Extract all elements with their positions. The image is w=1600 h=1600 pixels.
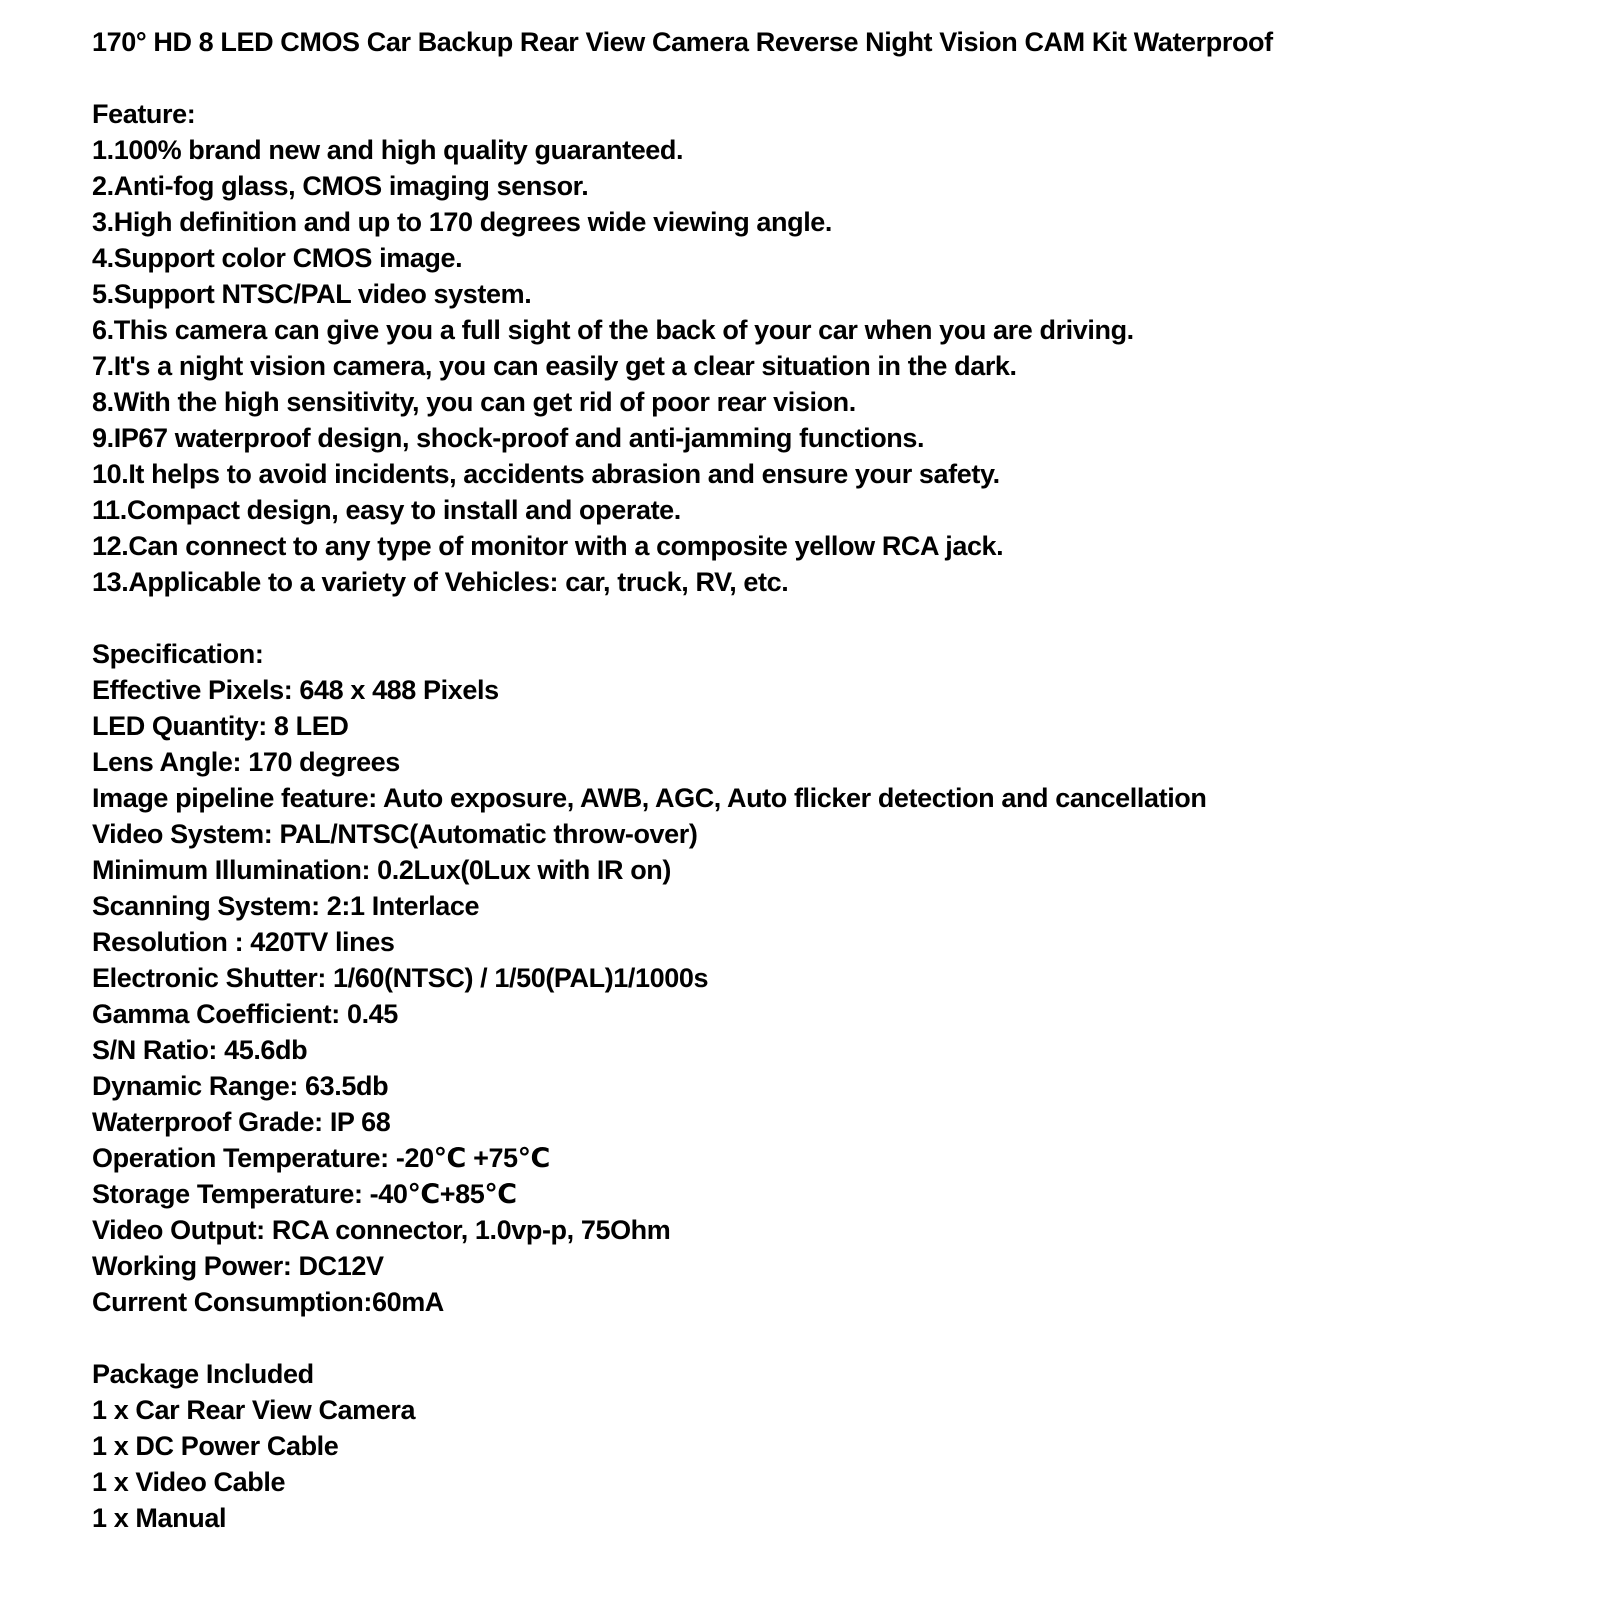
feature-item: 13.Applicable to a variety of Vehicles: car, truck, RV, etc. [92, 567, 789, 597]
spec-line: Storage Temperature: -40℃+85℃ [92, 1179, 517, 1209]
feature-item: 5.Support NTSC/PAL video system. [92, 279, 532, 309]
feature-item: 11.Compact design, easy to install and operate. [92, 495, 681, 525]
feature-item: 2.Anti-fog glass, CMOS imaging sensor. [92, 171, 589, 201]
feature-item: 8.With the high sensitivity, you can get rid of poor rear vision. [92, 387, 856, 417]
feature-item: 10.It helps to avoid incidents, accidents abrasion and ensure your safety. [92, 459, 1000, 489]
spec-line: Waterproof Grade: IP 68 [92, 1107, 391, 1137]
spec-line: Current Consumption:60mA [92, 1287, 444, 1317]
feature-section [92, 96, 1560, 600]
spec-line: S/N Ratio: 45.6db [92, 1035, 308, 1065]
feature-item: 12.Can connect to any type of monitor with a composite yellow RCA jack. [92, 531, 1004, 561]
spec-line: Video Output: RCA connector, 1.0vp-p, 75Ohm [92, 1215, 671, 1245]
spec-line: Effective Pixels: 648 x 488 Pixels [92, 675, 499, 705]
spec-line: Minimum Illumination: 0.2Lux(0Lux with IR on) [92, 855, 671, 885]
feature-item: 7.It's a night vision camera, you can easily get a clear situation in the dark. [92, 351, 1017, 381]
spec-line: Video System: PAL/NTSC(Automatic throw-over) [92, 819, 698, 849]
spec-line: Working Power: DC12V [92, 1251, 384, 1281]
spec-line: Lens Angle: 170 degrees [92, 747, 400, 777]
spec-line: Resolution : 420TV lines [92, 927, 395, 957]
feature-item: 3.High definition and up to 170 degrees wide viewing angle. [92, 207, 833, 237]
feature-item: 9.IP67 waterproof design, shock-proof and anti-jamming functions. [92, 423, 925, 453]
spec-line: Operation Temperature: -20℃ +75℃ [92, 1143, 550, 1173]
specification-section [92, 636, 1560, 1320]
package-item: 1 x DC Power Cable [92, 1431, 339, 1461]
spec-line: Dynamic Range: 63.5db [92, 1071, 389, 1101]
feature-item: 1.100% brand new and high quality guaranteed. [92, 135, 684, 165]
package-section [92, 1356, 1560, 1536]
spec-line: Electronic Shutter: 1/60(NTSC) / 1/50(PAL)1/1000s [92, 963, 709, 993]
package-item: 1 x Manual [92, 1503, 227, 1533]
package-item: 1 x Car Rear View Camera [92, 1395, 416, 1425]
spec-line: Gamma Coefficient: 0.45 [92, 999, 398, 1029]
specification-heading: Specification: [92, 639, 264, 669]
spec-line: Scanning System: 2:1 Interlace [92, 891, 480, 921]
spec-line: LED Quantity: 8 LED [92, 711, 349, 741]
product-title: 170° HD 8 LED CMOS Car Backup Rear View Camera Reverse Night Vision CAM Kit Waterproof [92, 27, 1273, 57]
package-item: 1 x Video Cable [92, 1467, 286, 1497]
feature-item: 6.This camera can give you a full sight of the back of your car when you are driving. [92, 315, 1134, 345]
feature-item: 4.Support color CMOS image. [92, 243, 463, 273]
document-content [92, 24, 1560, 1572]
feature-heading: Feature: [92, 99, 196, 129]
spec-line: Image pipeline feature: Auto exposure, AWB, AGC, Auto flicker detection and cancellation [92, 783, 1207, 813]
package-heading: Package Included [92, 1359, 314, 1389]
